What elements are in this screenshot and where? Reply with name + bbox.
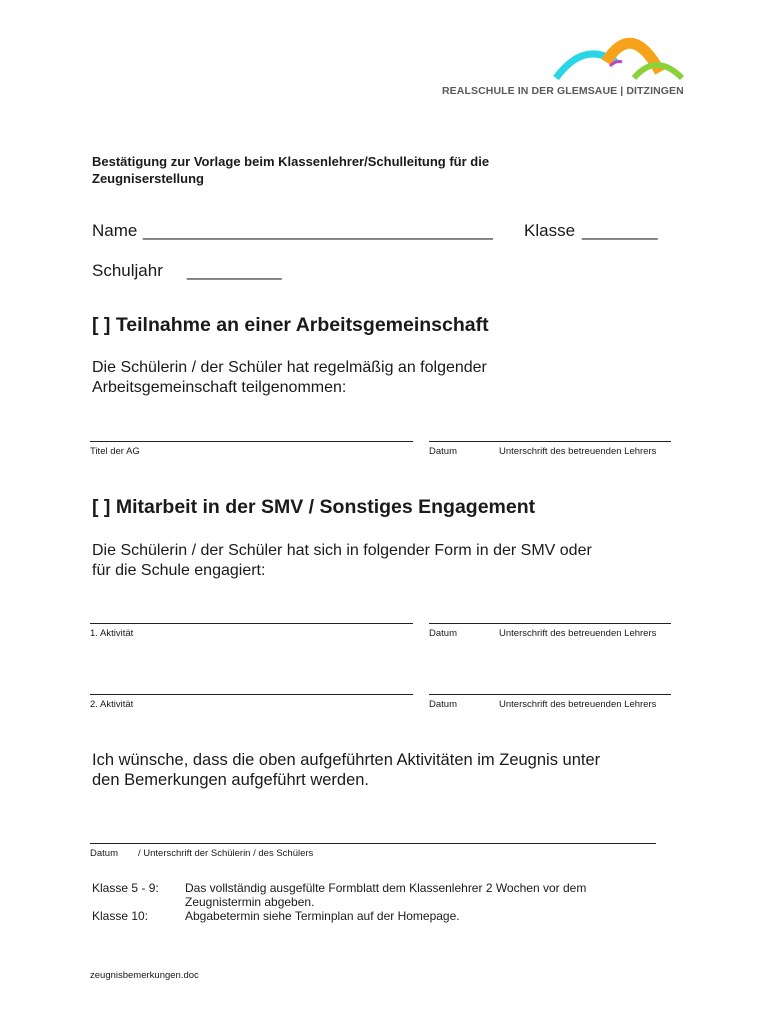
section1-sign-label: Unterschrift des betreuenden Lehrers (499, 446, 657, 457)
activity2-sign-label: Unterschrift des betreuenden Lehrers (499, 699, 657, 710)
note1-label: Klasse 5 - 9: (92, 881, 159, 895)
activity2-line (90, 694, 413, 695)
section1-text-line2: Arbeitsgemeinschaft teilgenommen: (92, 379, 347, 396)
name-blank: _____________________________________ (143, 221, 493, 240)
request-line2: den Bemerkungen aufgeführt werden. (92, 771, 370, 789)
activity1-date-label: Datum (429, 628, 457, 639)
section1-text-line1: Die Schülerin / der Schüler hat regelmäßig an folgender (92, 359, 487, 376)
activity2-label: 2. Aktivität (90, 699, 134, 710)
activity1-line (90, 623, 413, 624)
name-label: Name (92, 221, 138, 240)
section1-title-text: Teilnahme an einer Arbeitsgemeinschaft (115, 314, 489, 336)
document-title-line2: Zeugniserstellung (92, 171, 204, 186)
section2-checkbox[interactable]: [ ] (92, 496, 111, 518)
section1-left-label: Titel der AG (90, 446, 140, 457)
activity2-sign-line (429, 694, 671, 695)
note1-line2: Zeugnistermin abgeben. (185, 895, 315, 909)
klasse-blank: ________ (582, 221, 658, 240)
section1-checkbox[interactable]: [ ] (92, 314, 111, 336)
note1-line1: Das vollständig ausgefülte Formblatt dem Klassenlehrer 2 Wochen vor dem (185, 881, 587, 895)
request-sign-label: / Unterschrift der Schülerin / des Schülers (138, 848, 314, 859)
section2-text-line2: für die Schule engagiert: (92, 562, 266, 579)
section1-date-label: Datum (429, 446, 457, 457)
activity1-label: 1. Aktivität (90, 628, 134, 639)
document-title-line1: Bestätigung zur Vorlage beim Klassenlehrer/Schulleitung für die (92, 154, 490, 169)
school-name: REALSCHULE IN DER GLEMSAUE | DITZINGEN (442, 85, 684, 97)
section1-ag-line (90, 441, 413, 442)
section2-text-line1: Die Schülerin / der Schüler hat sich in folgender Form in der SMV oder (92, 542, 592, 559)
schuljahr-label: Schuljahr (92, 261, 163, 280)
student-sign-line (90, 843, 656, 844)
note2-label: Klasse 10: (92, 909, 149, 923)
note2-line1: Abgabetermin siehe Terminplan auf der Homepage. (185, 909, 460, 923)
section1-sign-line (429, 441, 671, 442)
request-line1: Ich wünsche, dass die oben aufgeführten Aktivitäten im Zeugnis unter (92, 751, 601, 769)
activity1-sign-label: Unterschrift des betreuenden Lehrers (499, 628, 657, 639)
activity2-date-label: Datum (429, 699, 457, 710)
klasse-label: Klasse (524, 221, 576, 240)
schuljahr-blank: __________ (187, 261, 282, 280)
section2-title (92, 496, 535, 519)
school-logo-icon (550, 32, 690, 84)
section2-title-text: Mitarbeit in der SMV / Sonstiges Engagement (115, 496, 536, 518)
section1-title (92, 314, 489, 337)
footer-filename: zeugnisbemerkungen.doc (90, 970, 199, 981)
activity1-sign-line (429, 623, 671, 624)
request-date-label: Datum (90, 848, 118, 859)
